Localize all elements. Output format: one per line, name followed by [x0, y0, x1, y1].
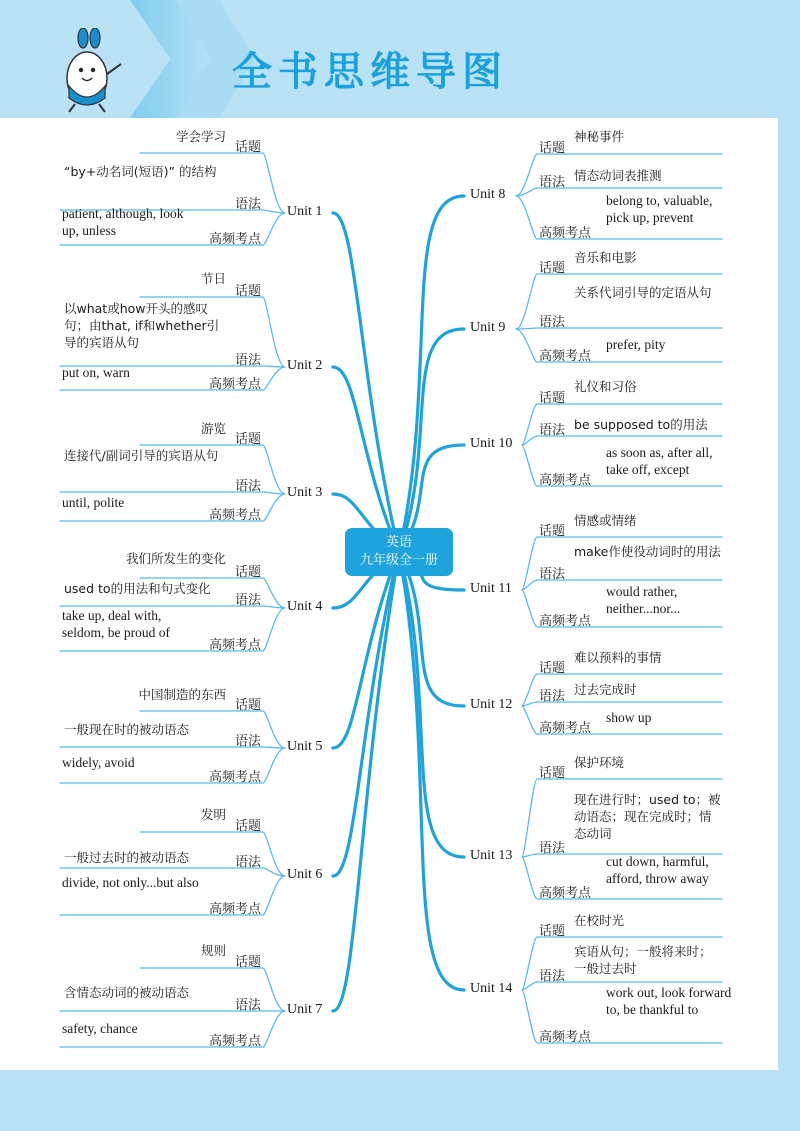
key-points-label: 高频考点	[539, 349, 592, 364]
grammar-label: 语法	[539, 315, 566, 330]
key-points-label: 高频考点	[208, 770, 261, 785]
key-points-label: 高频考点	[539, 1030, 592, 1045]
key-points-text: would rather, neither...nor...	[606, 584, 681, 616]
grammar-text: 过去完成时	[574, 682, 637, 697]
unit-label: Unit 6	[287, 867, 323, 882]
topic-label: 话题	[539, 661, 566, 676]
connector-line	[522, 590, 537, 627]
connector-line	[333, 552, 399, 876]
key-points-label: 高频考点	[539, 473, 592, 488]
key-points-label: 高频考点	[208, 232, 261, 247]
key-points-label: 高频考点	[539, 721, 592, 736]
topic-label: 话题	[234, 819, 261, 834]
grammar-text: make作使役动词时的用法	[574, 544, 721, 559]
grammar-label: 语法	[539, 175, 566, 190]
unit-label: Unit 3	[287, 485, 323, 500]
connector-line	[516, 328, 537, 329]
key-points-text: take up, deal with, seldom, be proud of	[62, 608, 170, 640]
connector-line	[522, 990, 537, 1043]
topic-text: 游览	[200, 421, 226, 436]
key-points-text: put on, warn	[62, 365, 130, 380]
unit-label: Unit 1	[287, 204, 323, 219]
connector-line	[333, 213, 399, 552]
topic-label: 话题	[234, 698, 261, 713]
key-points-label: 高频考点	[539, 886, 592, 901]
topic-text: 神秘事件	[574, 129, 625, 144]
topic-text: 节日	[200, 271, 226, 286]
grammar-text: 含情态动词的被动语态	[64, 985, 190, 1000]
grammar-label: 语法	[539, 969, 566, 984]
grammar-text: “by+动名词(短语)” 的结构	[64, 164, 217, 179]
topic-label: 话题	[539, 391, 566, 406]
connector-line	[333, 552, 399, 1011]
page-title: 全书思维导图	[232, 49, 508, 95]
key-points-text: widely, avoid	[62, 755, 135, 770]
unit-label: Unit 8	[470, 187, 506, 202]
grammar-text: 情态动词表推测	[574, 168, 662, 183]
key-points-text: work out, look forward to, be thankful to	[606, 985, 732, 1017]
connector-line	[263, 711, 285, 748]
key-points-text: divide, not only...but also	[62, 875, 199, 890]
topic-label: 话题	[539, 766, 566, 781]
topic-text: 在校时光	[574, 913, 625, 928]
grammar-label: 语法	[234, 197, 261, 212]
topic-label: 话题	[234, 432, 261, 447]
key-points-text: patient, although, look up, unless	[62, 206, 184, 238]
key-points-text: as soon as, after all, take off, except	[606, 445, 713, 477]
topic-text: 发明	[200, 807, 226, 822]
topic-label: 话题	[539, 524, 566, 539]
connector-line	[522, 537, 537, 590]
connector-line	[399, 552, 464, 990]
grammar-label: 语法	[234, 353, 261, 368]
connector-line	[263, 367, 285, 390]
topic-text: 礼仪和习俗	[574, 379, 637, 394]
grammar-label: 语法	[234, 734, 261, 749]
topic-text: 中国制造的东西	[138, 687, 226, 702]
connector-line	[516, 274, 537, 329]
key-points-text: show up	[606, 710, 652, 725]
key-points-text: until, polite	[62, 495, 125, 510]
connector-line	[522, 706, 537, 734]
topic-label: 话题	[234, 565, 261, 580]
connector-line	[263, 748, 285, 783]
topic-text: 情感或情绪	[574, 513, 637, 528]
connector-line	[263, 578, 285, 608]
unit-label: Unit 5	[287, 739, 323, 754]
grammar-text: used to的用法和句式变化	[64, 581, 211, 596]
connector-line	[263, 445, 285, 494]
topic-label: 话题	[539, 261, 566, 276]
connector-line	[399, 329, 464, 552]
grammar-text: 现在进行时；used to；被动语态；现在完成时；情态动词	[574, 792, 721, 841]
connector-line	[263, 608, 285, 651]
grammar-label: 语法	[539, 423, 566, 438]
key-points-label: 高频考点	[208, 377, 261, 392]
topic-text: 难以预料的事情	[574, 650, 662, 665]
connector-line	[263, 1011, 285, 1047]
topic-text: 规则	[200, 943, 226, 958]
connector-line	[399, 196, 464, 552]
connector-line	[263, 876, 285, 915]
center-node-subtitle: 九年级全一册	[359, 553, 438, 568]
topic-text: 学会学习	[175, 129, 226, 144]
connector-line	[522, 779, 537, 857]
key-points-label: 高频考点	[539, 226, 592, 241]
connector-line	[263, 297, 285, 367]
grammar-text: be supposed to的用法	[574, 417, 708, 432]
unit-label: Unit 2	[287, 358, 323, 373]
unit-label: Unit 12	[470, 697, 513, 712]
grammar-label: 语法	[234, 479, 261, 494]
grammar-label: 语法	[539, 567, 566, 582]
unit-label: Unit 4	[287, 599, 323, 614]
connector-line	[522, 404, 537, 445]
key-points-text: prefer, pity	[606, 337, 666, 352]
grammar-label: 语法	[234, 998, 261, 1013]
topic-label: 话题	[234, 284, 261, 299]
key-points-label: 高频考点	[208, 1034, 261, 1049]
grammar-text: 关系代词引导的定语从句	[574, 285, 712, 300]
unit-label: Unit 7	[287, 1002, 323, 1017]
key-points-text: belong to, valuable, pick up, prevent	[606, 193, 713, 225]
topic-label: 话题	[234, 955, 261, 970]
topic-text: 保护环境	[574, 755, 625, 770]
grammar-label: 语法	[539, 689, 566, 704]
grammar-text: 一般现在时的被动语态	[64, 722, 190, 737]
connector-line	[522, 445, 537, 486]
center-node-title: 英语	[385, 535, 412, 550]
connector-line	[522, 857, 537, 899]
connector-line	[522, 674, 537, 706]
connector-line	[263, 494, 285, 521]
unit-label: Unit 9	[470, 320, 506, 335]
unit-label: Unit 10	[470, 436, 513, 451]
key-points-text: cut down, harmful, afford, throw away	[606, 854, 709, 886]
grammar-text: 以what或how开头的感叹句；由that, if和whether引导的宾语从句	[64, 301, 220, 350]
key-points-label: 高频考点	[208, 508, 261, 523]
topic-text: 音乐和电影	[574, 250, 637, 265]
grammar-text: 宾语从句；一般将来时；一般过去时	[574, 944, 712, 976]
topic-label: 话题	[234, 140, 261, 155]
key-points-text: safety, chance	[62, 1021, 138, 1036]
topic-label: 话题	[539, 924, 566, 939]
grammar-text: 连接代/副词引导的宾语从句	[64, 448, 219, 463]
connector-line	[263, 366, 285, 367]
key-points-label: 高频考点	[208, 902, 261, 917]
unit-label: Unit 13	[470, 848, 513, 863]
key-points-label: 高频考点	[208, 638, 261, 653]
connector-line	[263, 213, 285, 245]
topic-label: 话题	[539, 141, 566, 156]
connector-line	[263, 153, 285, 213]
grammar-label: 语法	[234, 855, 261, 870]
center-node	[345, 528, 453, 576]
connector-line	[333, 367, 399, 552]
grammar-label: 语法	[539, 841, 566, 856]
connector-line	[516, 196, 537, 239]
connector-line	[516, 329, 537, 362]
grammar-label: 语法	[234, 593, 261, 608]
key-points-label: 高频考点	[539, 614, 592, 629]
unit-label: Unit 14	[470, 981, 513, 996]
connector-line	[522, 854, 537, 857]
grammar-text: 一般过去时的被动语态	[64, 850, 190, 865]
topic-text: 我们所发生的变化	[125, 551, 226, 566]
unit-label: Unit 11	[470, 581, 512, 596]
connector-line	[263, 968, 285, 1011]
